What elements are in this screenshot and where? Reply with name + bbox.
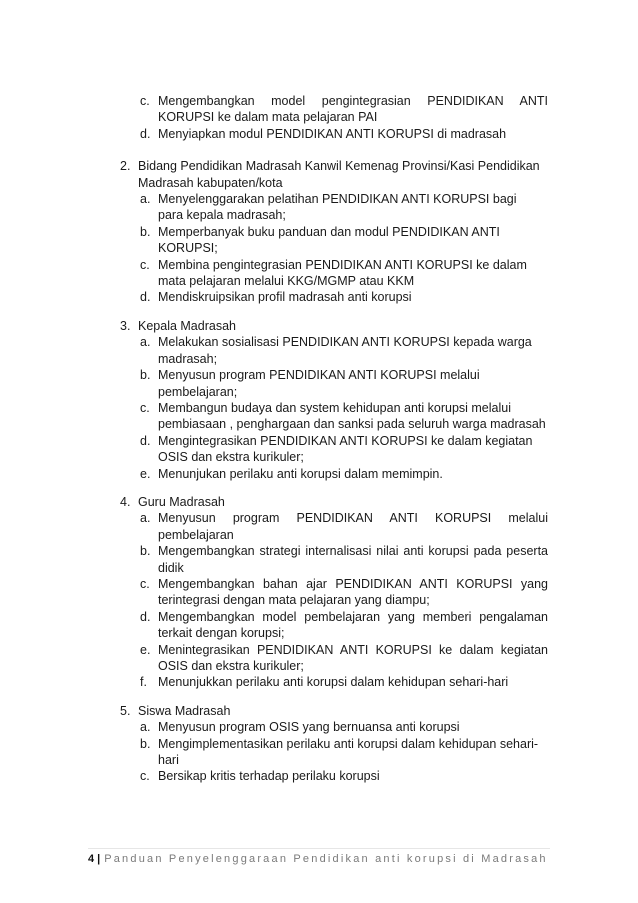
item-text-line: Bersikap kritis terhadap perilaku korupsi <box>158 769 380 784</box>
item-label: c. <box>140 257 150 272</box>
item-text-line: pembelajaran <box>158 527 234 542</box>
item-label: c. <box>140 400 150 415</box>
list-item <box>112 736 548 769</box>
item-text-line: terkait dengan korupsi; <box>158 626 285 641</box>
section-title: Guru Madrasah <box>138 494 225 509</box>
item-label: f. <box>140 675 147 690</box>
item-label: b. <box>140 224 151 239</box>
list-item <box>112 224 548 257</box>
item-text-line: Membina pengintegrasian PENDIDIKAN ANTI KORUPSI ke dalam <box>158 257 527 272</box>
section-title: Kepala Madrasah <box>138 318 236 333</box>
item-text-line: madrasah; <box>158 351 218 366</box>
item-label: d. <box>140 290 151 305</box>
page-footer <box>88 853 548 865</box>
section-5 <box>112 703 548 719</box>
item-text-line: Mengembangkan model pengintegrasian PENDIDIKAN ANTI <box>158 94 548 108</box>
list-item <box>112 126 548 142</box>
item-label: d. <box>140 126 151 141</box>
item-label: a. <box>140 335 151 350</box>
list-item <box>112 642 548 675</box>
list-item <box>112 719 548 735</box>
item-text-line: pembelajaran; <box>158 384 238 399</box>
section-number: 5. <box>120 703 131 718</box>
item-text-line: Mengembangkan model pembelajaran yang memberi pengalaman <box>158 609 548 624</box>
section-number: 3. <box>120 318 131 333</box>
list-item <box>112 543 548 576</box>
item-label: e. <box>140 466 151 481</box>
item-text-line: KORUPSI ke dalam mata pelajaran PAI <box>158 110 378 125</box>
item-text-line: Memperbanyak buku panduan dan modul PENDIDIKAN ANTI <box>158 224 500 239</box>
item-label: d. <box>140 433 151 448</box>
item-text-line: Mengembangkan bahan ajar PENDIDIKAN ANTI KORUPSI yang <box>158 576 548 591</box>
list-item <box>112 400 548 433</box>
item-label: c. <box>140 576 150 591</box>
section-number: 2. <box>120 159 131 174</box>
item-label: a. <box>140 192 151 207</box>
section-title-cont: Madrasah kabupaten/kota <box>138 175 283 190</box>
section-4 <box>112 494 548 510</box>
item-label: d. <box>140 609 151 624</box>
item-text-line: OSIS dan ekstra kurikuler; <box>158 659 304 673</box>
item-text-line: Mengimplementasikan perilaku anti korupsi dalam kehidupan sehari- <box>158 736 539 751</box>
item-label: a. <box>140 720 151 735</box>
item-text-line: terintegrasi dengan mata pelajaran yang diampu; <box>158 593 430 608</box>
footer-title: Panduan Penyelenggaraan Pendidikan anti korupsi di Madrasah <box>104 853 548 865</box>
item-text-line: KORUPSI; <box>158 241 218 256</box>
item-label: e. <box>140 642 151 657</box>
section-number: 4. <box>120 494 131 509</box>
item-text-line: OSIS dan ekstra kurikuler; <box>158 450 304 465</box>
section-2 <box>112 158 548 191</box>
item-label: c. <box>140 94 150 108</box>
item-text-line: Melakukan sosialisasi PENDIDIKAN ANTI KORUPSI kepada warga <box>158 335 532 350</box>
list-item <box>112 289 548 305</box>
list-item <box>112 768 548 784</box>
item-text-line: didik <box>158 560 184 575</box>
list-item <box>112 609 548 642</box>
item-text-line: hari <box>158 753 179 768</box>
footer-separator: | <box>97 853 101 865</box>
item-label: b. <box>140 368 151 383</box>
item-text-line: Mengintegrasikan PENDIDIKAN ANTI KORUPSI ke dalam kegiatan <box>158 433 533 448</box>
document-body <box>112 93 548 785</box>
list-item <box>112 576 548 609</box>
item-label: b. <box>140 544 151 559</box>
item-text-line: pembiasaan , penghargaan dan sanksi pada seluruh warga madrasah <box>158 417 546 432</box>
item-label: b. <box>140 736 151 751</box>
list-item <box>112 510 548 543</box>
item-text-line: Mengembangkan strategi internalisasi nilai anti korupsi pada peserta <box>158 544 548 559</box>
item-label: c. <box>140 769 150 784</box>
item-text-line: mata pelajaran melalui KKG/MGMP atau KKM <box>158 274 415 289</box>
list-item <box>112 674 548 690</box>
list-item <box>112 466 548 482</box>
item-text-line: para kepala madrasah; <box>158 208 286 223</box>
list-item <box>112 257 548 290</box>
section-3 <box>112 318 548 334</box>
section-title: Bidang Pendidikan Madrasah Kanwil Kemenag Provinsi/Kasi Pendidikan <box>138 159 540 174</box>
item-text-line: Menintegrasikan PENDIDIKAN ANTI KORUPSI ke dalam kegiatan <box>158 642 548 657</box>
item-text-line: Menunjukkan perilaku anti korupsi dalam kehidupan sehari-hari <box>158 675 509 690</box>
list-item <box>112 367 548 400</box>
item-text-line: Mendiskruipsikan profil madrasah anti korupsi <box>158 290 412 305</box>
item-text-line: Menunjukan perilaku anti korupsi dalam memimpin. <box>158 466 443 481</box>
item-text-line: Menyusun program PENDIDIKAN ANTI KORUPSI melalui <box>158 511 548 526</box>
list-item <box>112 191 548 224</box>
list-item <box>112 433 548 466</box>
item-label: a. <box>140 511 151 526</box>
list-item <box>112 93 548 126</box>
item-text-line: Menyusun program OSIS yang bernuansa anti korupsi <box>158 720 460 735</box>
item-text-line: Menyiapkan modul PENDIDIKAN ANTI KORUPSI di madrasah <box>158 126 507 141</box>
page-number: 4 <box>88 853 95 865</box>
list-item <box>112 334 548 367</box>
item-text-line: Membangun budaya dan system kehidupan anti korupsi melalui <box>158 400 511 415</box>
item-text-line: Menyelenggarakan pelatihan PENDIDIKAN ANTI KORUPSI bagi <box>158 192 517 207</box>
item-text-line: Menyusun program PENDIDIKAN ANTI KORUPSI melalui <box>158 368 480 383</box>
footer-divider <box>88 848 550 849</box>
section-title: Siswa Madrasah <box>138 703 231 718</box>
